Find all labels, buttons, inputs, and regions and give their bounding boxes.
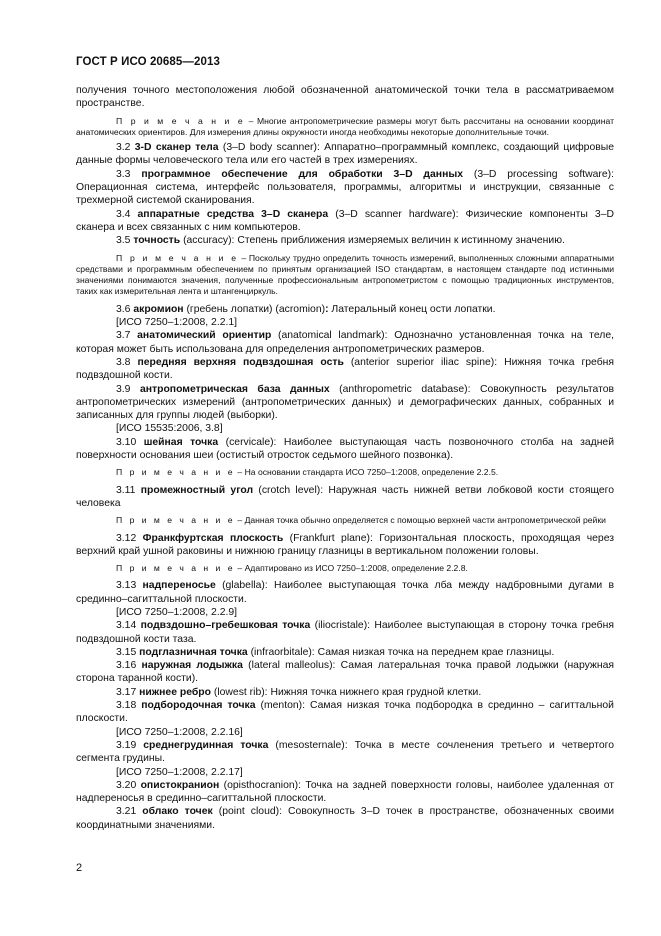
- term-3-6: 3.6 акромион (гребень лопатки) (acromion): Латеральный конец ости лопатки.: [116, 303, 496, 315]
- note-4: [76, 515, 614, 526]
- term-3-12: 3.12 Франкфуртская плоскость (Frankfurt plane): Горизонтальная плоскость, проходящая через верхний край ушной раковины и нижнюю границу глазницы в вертикальном положении головы.: [76, 532, 615, 557]
- term-3-3: 3.3 программное обеспечение для обработки 3–D данных (3–D processing software): Операционная система, интерфейс пользователя, программы, алгоритмы и инструкции, связанные с трехмерной системой сканирования.: [76, 168, 614, 207]
- page-content: [76, 56, 614, 832]
- term-3-5: 3.5 точность (accuracy): Степень приближения измеряемых величин к истинному значению.: [116, 235, 565, 247]
- note-2: [76, 253, 614, 298]
- term-3-17: 3.17 нижнее ребро (lowest rib): Нижняя точка нижнего края грудной клетки.: [116, 686, 482, 698]
- term-3-11: 3.11 промежностный угол (crotch level): Наружная часть нижней ветви лобковой кости стоящего человека: [76, 484, 615, 509]
- reference-3-18: [ИСО 7250–1:2008, 2.2.16]: [116, 726, 243, 738]
- term-3-10: 3.10 шейная точка (cervicale): Наиболее выступающая часть позвоночного столба на задней поверхности основания шеи (остистый отросток седьмого шейного позвонка).: [76, 436, 615, 462]
- term-3-18: 3.18 подбородочная точка (menton): Самая низкая точка подбородка в срединно – сагиттальной плоскости.: [76, 700, 614, 725]
- note-text: – Поскольку трудно определить точность измерений, выполненных сложными аппаратными средствами и программным обеспечением по принятым организацией ISO стандартам, в настоящем стандарте под истинными значениями понимаются значения, полученные профессиональным антропометристом с помощью традиционных инструментов, таких как измерительная лента и штангенциркуль.: [76, 252, 614, 297]
- term-3-7: 3.7 анатомический ориентир (anatomical landmark): Однозначно установленная точка на теле, которая может быть использована для определения антропометрических размеров.: [76, 330, 614, 355]
- note-3: [76, 467, 614, 478]
- note-label: П р и м е ч а н и е: [116, 115, 246, 126]
- term-3-15: 3.15 подглазничная точка (infraorbitale): Самая низкая точка на переднем крае глазницы.: [116, 646, 555, 658]
- term-3-4: 3.4 аппаратные средства 3–D сканера (3–D scanner hardware): Физические компоненты 3–D сканера и всех связанных с ним компьютеров.: [76, 208, 614, 233]
- note-label: П р и м е ч а н и е: [116, 515, 236, 526]
- note-label: П р и м е ч а н и е: [116, 467, 236, 478]
- term-3-2: 3.2 3-D сканер тела (3–D body scanner): Аппаратно–программный комплекс, создающий цифровые данные формы человеческого тела или его частей в трех измерениях.: [76, 142, 614, 167]
- note-text: – Многие антропометрические размеры могут быть рассчитаны на основании координат анатомических ориентиров. Для измерения длины окружности иногда необходимы некоторые дополнительные точки.: [76, 115, 614, 137]
- note-5: [76, 563, 614, 574]
- term-3-16: 3.16 наружная лодыжка (lateral malleolus): Самая латеральная точка правой лодыжки (наружная сторона таранной кости).: [76, 660, 615, 685]
- note-label: П р и м е ч а н и е: [116, 252, 239, 263]
- intro-paragraph: получения точного местоположения любой обозначенной анатомической точки тела в рассматриваемом пространстве.: [76, 85, 614, 110]
- standard-header: ГОСТ Р ИСО 20685—2013: [76, 56, 221, 68]
- reference-3-6: [ИСО 7250–1:2008, 2.2.1]: [116, 317, 238, 329]
- term-3-20: 3.20 опистокранион (opisthocranion): Точка на задней поверхности головы, наиболее удаленная от надпереносья в срединно–сагиттальной плоскости.: [76, 779, 615, 805]
- term-3-8: 3.8 передняя верхняя подвздошная ость (anterior superior iliac spine): Нижняя точка гребня подвздошной кости.: [76, 356, 615, 382]
- page-number: 2: [76, 862, 83, 874]
- term-3-21: 3.21 облако точек (point cloud): Совокупность 3–D точек в пространстве, обозначенных своими координатными значениями.: [76, 806, 615, 831]
- term-3-13: 3.13 надпереносье (glabella): Наиболее выступающая точка лба между надбровными дугами в срединно–сагиттальной плоскости.: [76, 580, 615, 605]
- reference-3-13: [ИСО 7250–1:2008, 2.2.9]: [116, 606, 238, 618]
- term-3-14: 3.14 подвздошно–гребешковая точка (iliocristale): Наиболее выступающая в сторону точка гребня подвздошной кости таза.: [76, 620, 614, 645]
- reference-3-19: [ИСО 7250–1:2008, 2.2.17]: [116, 766, 243, 778]
- note-1: [76, 116, 614, 139]
- note-label: П р и м е ч а н и е: [116, 563, 236, 574]
- note-text: – На основании стандарта ИСО 7250–1:2008, определение 2.2.5.: [237, 467, 499, 478]
- reference-3-9: [ИСО 15535:2006, 3.8]: [116, 423, 223, 435]
- note-text: – Данная точка обычно определяется с помощью верхней части антропометрической рейки: [237, 515, 606, 526]
- term-3-19: 3.19 среднегрудинная точка (mesosternale): Точка в месте сочленения третьего и четвертого сегмента грудины.: [76, 739, 614, 765]
- note-text: – Адаптировано из ИСО 7250–1:2008, определение 2.2.8.: [237, 563, 468, 574]
- term-3-9: 3.9 антропометрическая база данных (anthropometric database): Совокупность результатов антропометрических измерений (антропометрических данных) и демографических данных, собранных и записанных для группы людей (выборки).: [76, 383, 615, 422]
